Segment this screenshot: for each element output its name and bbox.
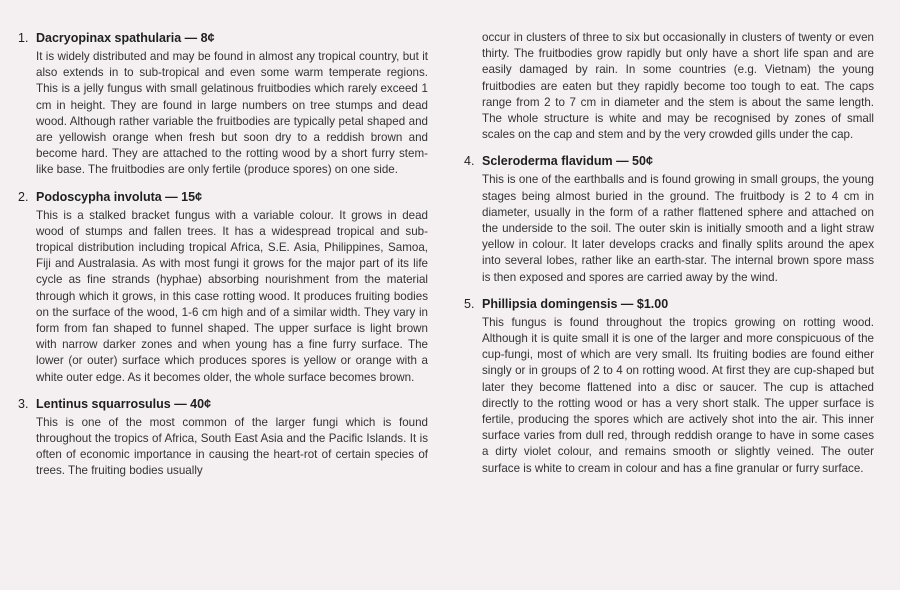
entry-2 [18,189,428,386]
entry-number: 1. [18,31,29,45]
entry-number: 2. [18,189,29,204]
entry-4 [464,153,874,285]
entry-heading [464,296,874,312]
entry-3 [18,396,428,480]
entry-text: This fungus is found throughout the tropics growing on rotting wood. Although it is quite small it is one of the larger and more conspicuous of the cup-fungi, most of which are very small. Its fruiting bodies are found either singly or in groups of 2 to 4 on rotting wood. At first they are cup-shaped but later they become flattened into a disc or saucer. The cup is attached directly to the rotting wood or has a very short stalk. The upper surface is fertile, producing the spores which are actively shot into the air. This inner surface varies from dull red, through reddish orange to have in some cases a dirty violet colour, and remains smooth or slightly veined. The outer surface is white to cream in colour and has a fine granular or furry surface. [482,315,874,475]
entry-text: This is one of the earthballs and is found growing in small groups, the young stages being almost buried in the ground. The fruitbody is 2 to 4 cm in diameter, usually in the form of a rather flattened sphere and attached on the underside to the soil. The outer skin is initially smooth and a light straw yellow in colour. It later develops cracks and finally splits around the apex into several lobes, rather like an earth-star. The internal brown spore mass is then exposed and spores are carried away by the wind. [482,173,874,284]
entry-title: Podoscypha involuta — 15¢ [36,189,203,204]
entry-number: 4. [464,154,475,169]
entry-heading [18,396,428,412]
entry-heading [18,30,428,46]
right-column [464,30,874,487]
entry-1 [18,30,428,179]
entry-number: 3. [18,396,29,411]
entry-title: Phillipsia domingensis — $1.00 [482,296,669,311]
entry-heading [18,189,428,205]
entry-number: 5. [464,296,475,311]
entry-text-continued: occur in clusters of three to six but occasionally in clusters of twenty or even thirty. The fruitbodies grow rapidly but only have a short life span and are easily damaged by rain. In some countries (e.g. Vietnam) the young fruitbodies are eaten but they rapidly become too tough to eat. The caps range from 2 to 7 cm in diameter and the stem is about the same length. The whole structure is white and may be recognised by zones of small scales on the cap and stem and by the very crowded gills under the cap. [482,31,874,142]
entry-text: This is one of the most common of the larger fungi which is found throughout the tropics of Africa, South East Asia and the Pacific Islands. It is often of economic importance in causing the heart-rot of certain species of trees. The fruiting bodies usually [36,415,428,478]
entry-title: Dacryopinax spathularia — 8¢ [36,31,215,45]
entry-text: This is a stalked bracket fungus with a variable colour. It grows in dead wood of stumps and fallen trees. It has a widespread tropical and sub-tropical distribution including tropical Africa, S.E. Asia, Philippines, Samoa, Fiji and Australasia. As with most fungi it grows for the major part of its life cycle as fine strands (hyphae) absorbing nourishment from the material through which it grows, in this case rotting wood. It produces fruiting bodies on the surface of the wood, 1-6 cm high and of a similar width. They vary in form from fan shaped to funnel shaped. The upper surface is light brown with narrow darker zones and when young has a fine furry surface. The lower (or outer) surface which produces spores is yellow or orange with a white outer edge. As it becomes older, the whole surface becomes brown. [36,208,428,384]
entry-title: Scleroderma flavidum — 50¢ [482,154,653,169]
entry-text: It is widely distributed and may be found in almost any tropical country, but it also extends in to sub-tropical and even some warm temperate regions. This is a jelly fungus with small gelatinous fruitbodies which rarely exceed 1 cm in height. They are found in large numbers on tree stumps and dead wood. Although rather variable the fruitbodies are typically petal shaped and are yellowish orange when fresh but soon dry to a reddish brown and become hard. They are attached to the rotting wood by a short furry stem-like base. The fruitbodies are only fertile (produce spores) on one side. [36,50,428,177]
entry-title: Lentinus squarrosulus — 40¢ [36,396,212,411]
entry-3-continued [464,30,874,143]
entry-5 [464,296,874,477]
left-column [18,30,428,490]
entry-heading [464,153,874,169]
